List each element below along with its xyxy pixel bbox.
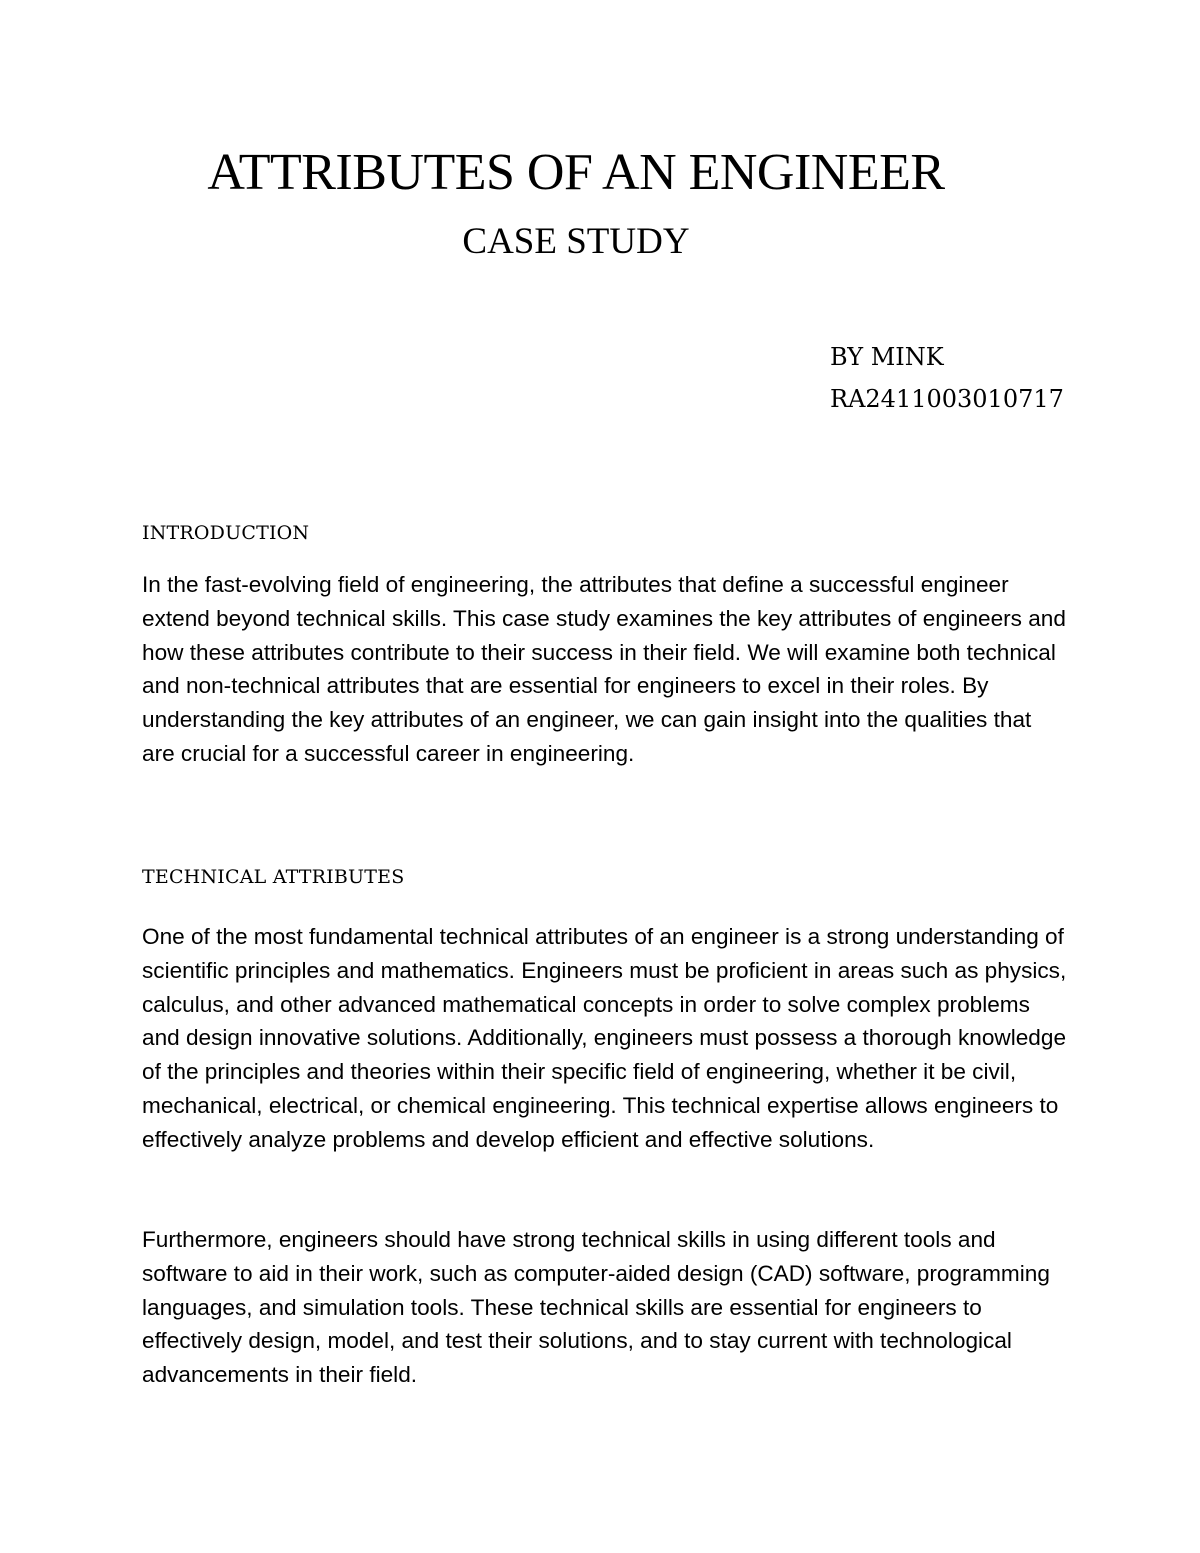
technical-attributes-paragraph-2: Furthermore, engineers should have strong technical skills in using different tools and software to aid in their work, such as computer-aided design (CAD) software, programming languages, and simulation tools. These technical skills are essential for engineers to effectively design, model, and test their solutions, and to stay current with technological advancements in their field. [142,1227,1050,1388]
registration-number: RA2411003010717 [830,385,1064,413]
section-heading-technical-attributes: TECHNICAL ATTRIBUTES [142,866,405,888]
technical-attributes-paragraph-1: One of the most fundamental technical attributes of an engineer is a strong understanding of scientific principles and mathematics. Engineers must be proficient in areas such as physics, calculus, and other advanced mathematical concepts in order to solve complex problems and design innovative solutions. Additionally, engineers must possess a thorough knowledge of the principles and theories within their specific field of engineering, whether it be civil, mechanical, electrical, or chemical engineering. This technical expertise allows engineers to effectively analyze problems and develop efficient and effective solutions. [142,924,1067,1152]
author-block [830,336,1064,420]
introduction-paragraph: In the fast-evolving field of engineering, the attributes that define a successful engineer extend beyond technical skills. This case study examines the key attributes of engineers and how these attributes contribute to their success in their field. We will examine both technical and non-technical attributes that are essential for engineers to excel in their roles. By understanding the key attributes of an engineer, we can gain insight into the qualities that are crucial for a successful career in engineering. [142,572,1066,766]
author-name: BY MINK [830,343,944,371]
document-title: ATTRIBUTES OF AN ENGINEER [207,144,945,201]
section-heading-introduction: INTRODUCTION [142,522,310,544]
document-subtitle: CASE STUDY [462,221,690,262]
